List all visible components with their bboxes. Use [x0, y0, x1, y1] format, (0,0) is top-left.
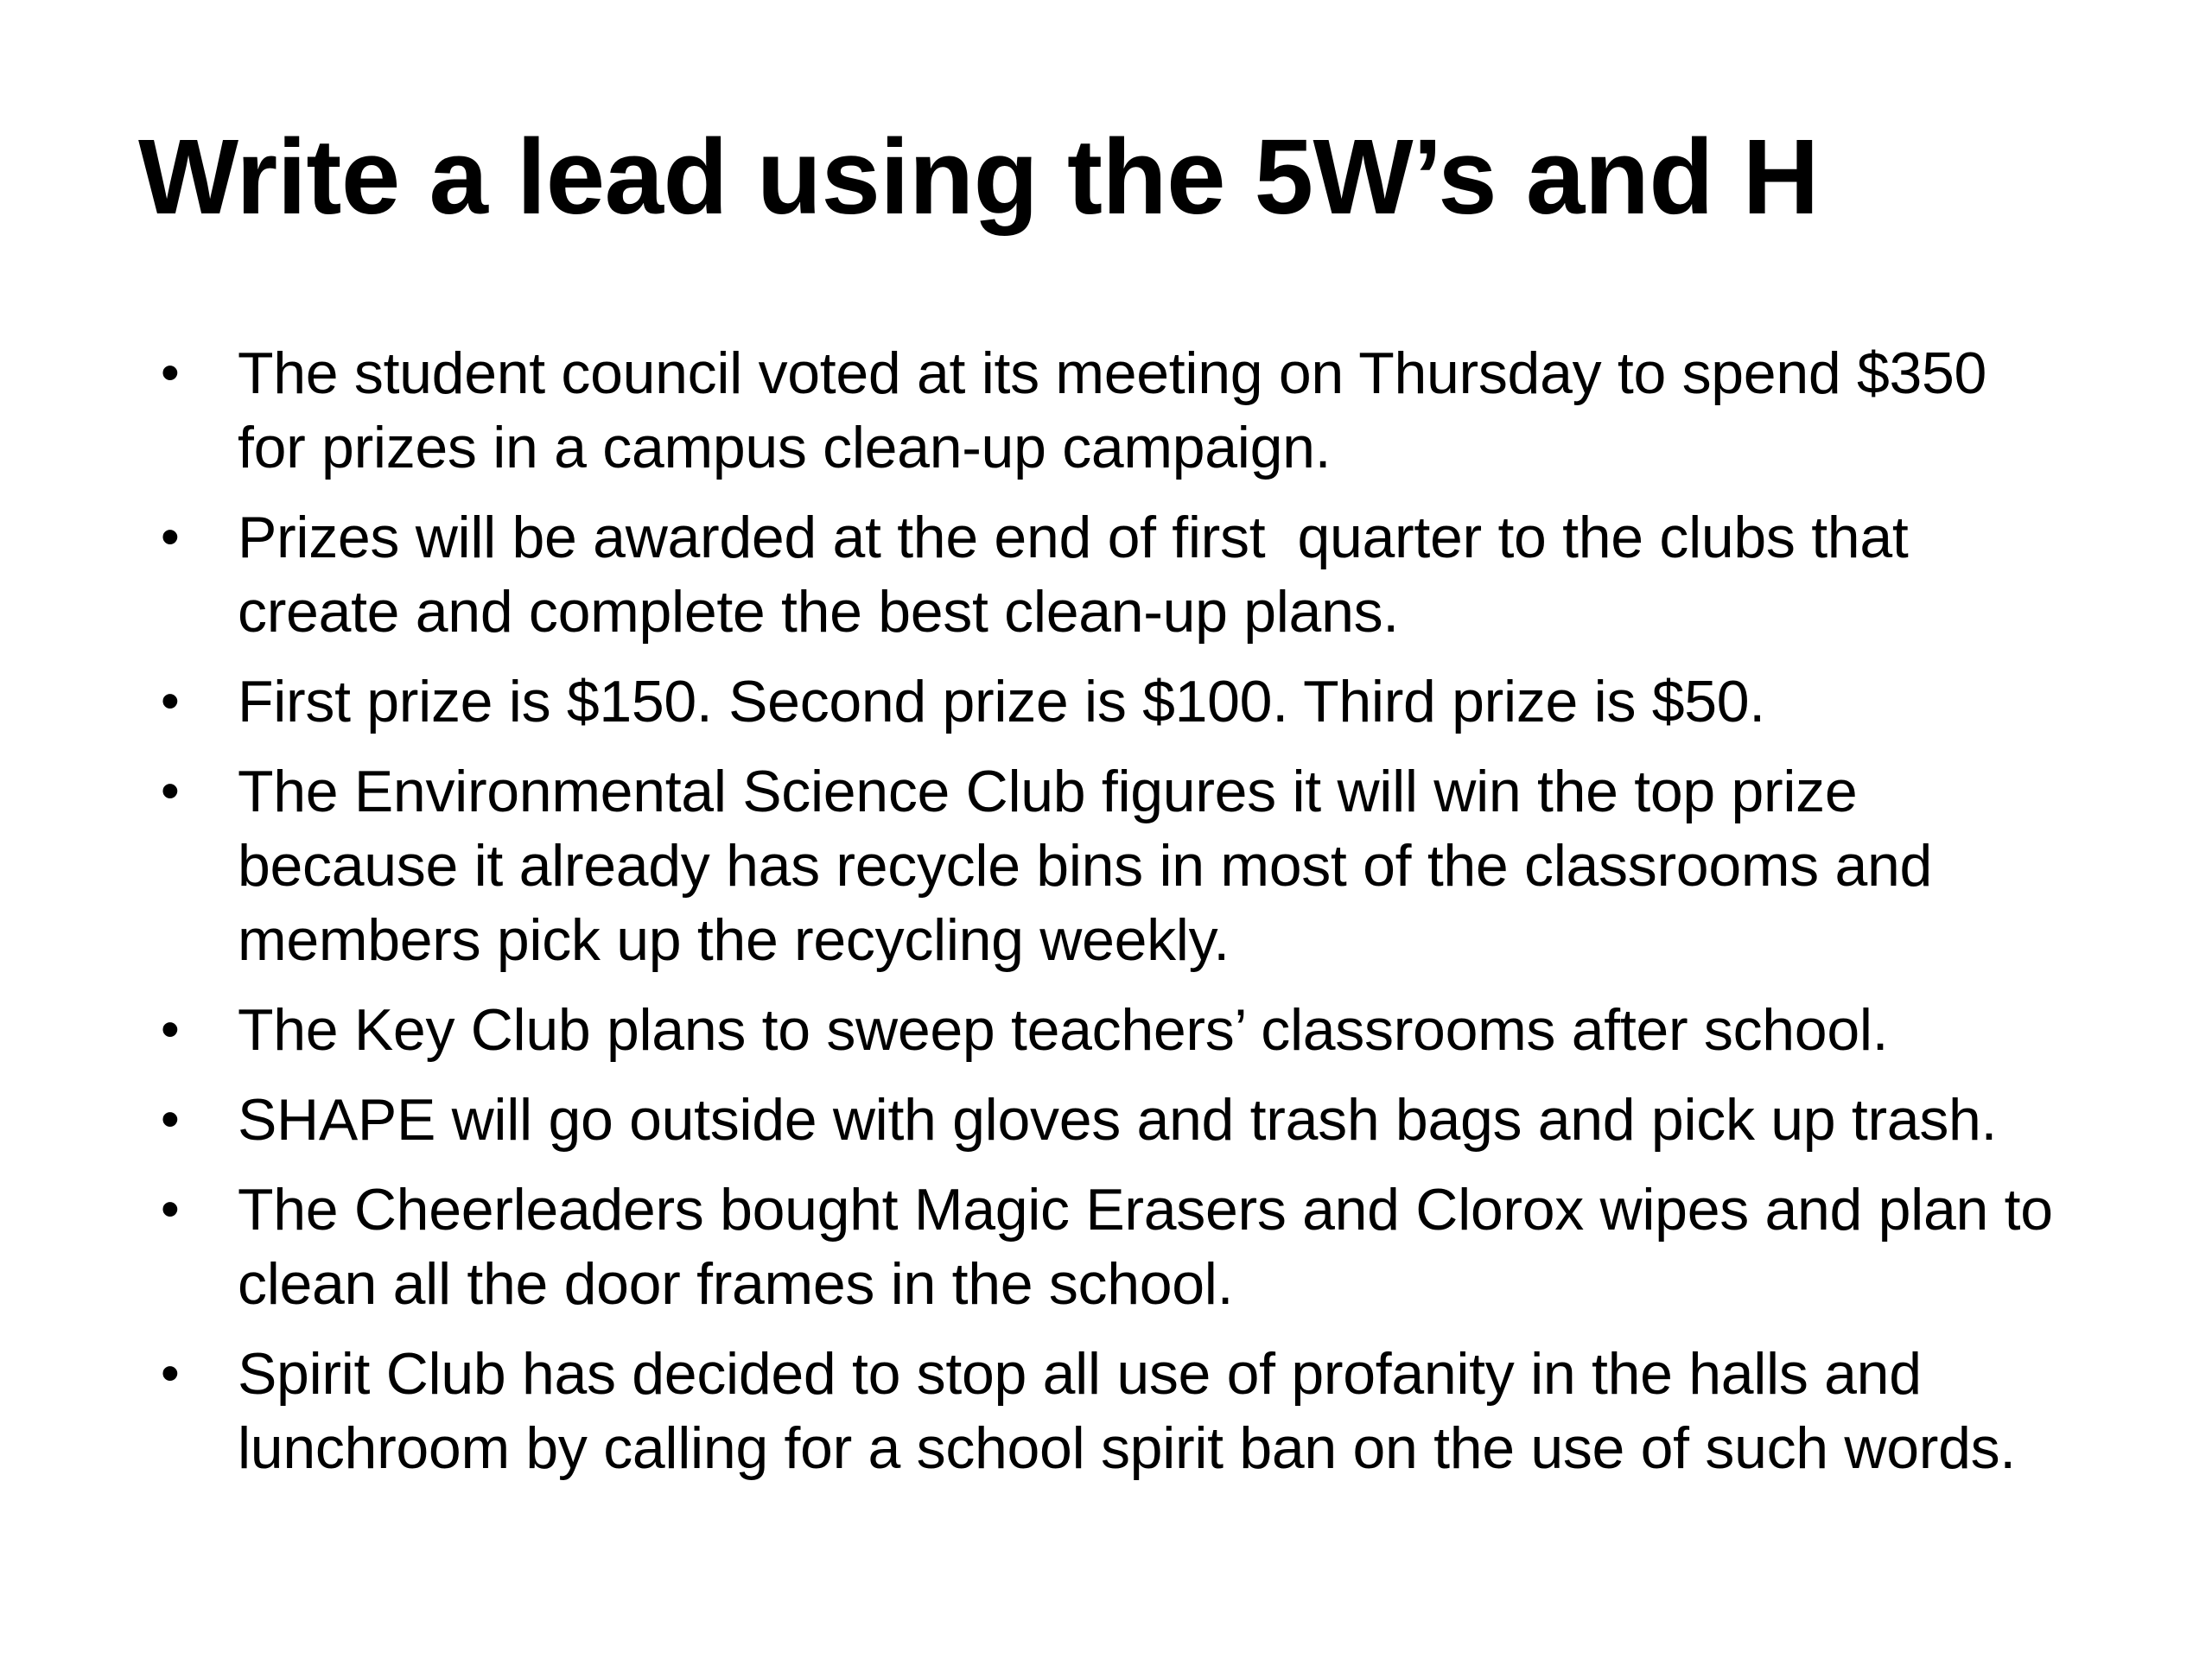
bullet-icon: •: [161, 1090, 180, 1149]
bullet-line: create and complete the best clean-up plans.: [238, 579, 1399, 645]
list-item: [0, 336, 2212, 485]
bullet-icon: •: [161, 343, 180, 403]
bullet-text: [238, 1337, 2212, 1485]
list-item: [0, 500, 2212, 649]
bullet-line: The Cheerleaders bought Magic Erasers and Clorox wipes and plan to: [238, 1177, 2053, 1243]
list-item: [0, 1083, 2212, 1157]
bullet-line: The Environmental Science Club figures it will win the top prize: [238, 759, 1858, 824]
bullet-line: The Key Club plans to sweep teachers’ classrooms after school.: [238, 997, 1889, 1063]
bullet-line: SHAPE will go outside with gloves and trash bags and pick up trash.: [238, 1087, 1998, 1153]
bullet-line: because it already has recycle bins in most of the classrooms and: [238, 833, 1933, 899]
bullet-text: [238, 500, 2212, 649]
bullet-icon: •: [161, 1179, 180, 1239]
bullet-icon: •: [161, 507, 180, 567]
bullet-text: [238, 1083, 2212, 1157]
bullet-text: [238, 1173, 2212, 1321]
bullet-icon: •: [161, 1344, 180, 1403]
list-item: [0, 993, 2212, 1067]
list-item: [0, 1173, 2212, 1321]
bullet-line: First prize is $150. Second prize is $100. Third prize is $50.: [238, 669, 1765, 734]
bullet-icon: •: [161, 671, 180, 731]
bullet-icon: •: [161, 1000, 180, 1059]
bullet-line: The student council voted at its meeting on Thursday to spend $350: [238, 340, 1987, 406]
bullet-text: [238, 993, 2212, 1067]
bullet-list: [0, 336, 2212, 1501]
list-item: [0, 664, 2212, 739]
bullet-line: clean all the door frames in the school.: [238, 1251, 1234, 1317]
bullet-text: [238, 336, 2212, 485]
bullet-text: [238, 664, 2212, 739]
list-item: [0, 754, 2212, 977]
bullet-text: [238, 754, 2212, 977]
bullet-line: lunchroom by calling for a school spirit ban on the use of such words.: [238, 1415, 2016, 1481]
bullet-icon: •: [161, 761, 180, 821]
bullet-line: Spirit Club has decided to stop all use of profanity in the halls and: [238, 1341, 1922, 1407]
list-item: [0, 1337, 2212, 1485]
bullet-line: members pick up the recycling weekly.: [238, 907, 1230, 973]
bullet-line: Prizes will be awarded at the end of first quarter to the clubs that: [238, 505, 1909, 570]
bullet-line: for prizes in a campus clean-up campaign.: [238, 415, 1332, 480]
slide-title: Write a lead using the 5W’s and H: [138, 118, 1820, 237]
